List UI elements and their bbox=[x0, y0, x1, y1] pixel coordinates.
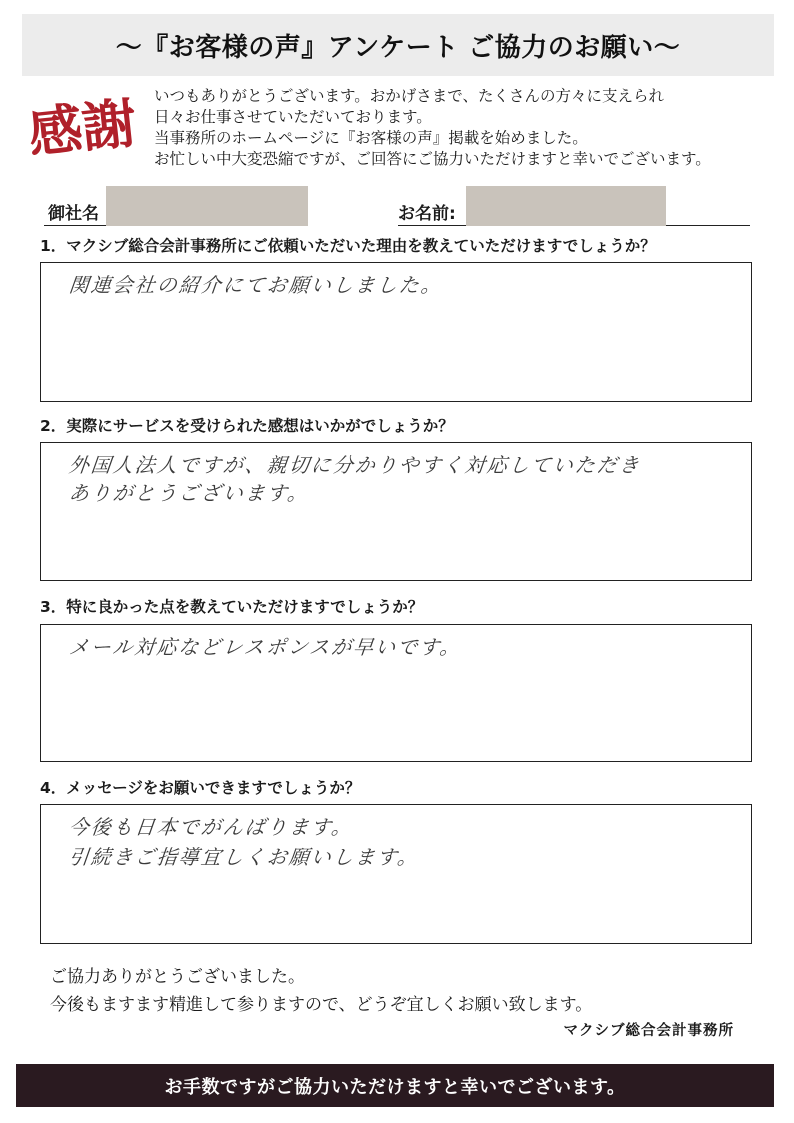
answer-2-line-2: ありがとうございます。 bbox=[67, 481, 311, 505]
question-4-label: 4．メッセージをお願いできますでしょうか？ bbox=[40, 779, 361, 797]
answer-4-line-2: 引続きご指導宜しくお願いします。 bbox=[67, 845, 421, 869]
thanks-stamp-logo bbox=[22, 85, 152, 165]
intro-line: 当事務所のホームページに『お客様の声』掲載を始めました。 bbox=[154, 129, 588, 147]
intro-line: いつもありがとうございます。おかげさまで、たくさんの方々に支えられ bbox=[154, 87, 664, 105]
question-2-label: 2．実際にサービスを受けられた感想はいかがでしょうか？ bbox=[40, 417, 454, 435]
answer-1-line-1: 関連会社の紹介にてお願いしました。 bbox=[67, 273, 445, 297]
answer-box-3[interactable] bbox=[40, 624, 752, 762]
company-signature: マクシブ総合会計事務所 bbox=[563, 1022, 734, 1039]
intro-line: お忙しい中大変恐縮ですが、ご回答にご協力いただけますと幸いでございます。 bbox=[154, 150, 711, 168]
customer-name-redaction bbox=[466, 186, 666, 226]
intro-line: 日々お仕事させていただいております。 bbox=[154, 108, 432, 126]
question-3-label: 3．特に良かった点を教えていただけますでしょうか？ bbox=[40, 598, 424, 616]
survey-title: 〜『お客様の声』アンケート ご協力のお願い〜 bbox=[22, 14, 774, 76]
thanks-brush-icon bbox=[22, 85, 152, 165]
answer-4-line-1: 今後も日本でがんばります。 bbox=[67, 815, 355, 839]
answer-box-1[interactable] bbox=[40, 262, 752, 402]
answer-box-4[interactable] bbox=[40, 804, 752, 944]
customer-name-label: お名前: bbox=[398, 204, 456, 224]
closing-message bbox=[50, 963, 592, 1019]
answer-3-line-1: メール対応などレスポンスが早いです。 bbox=[67, 635, 463, 659]
answer-2-line-1: 外国人法人ですが、親切に分かりやすく対応していただき bbox=[67, 453, 643, 477]
closing-line: 今後もますます精進して参りますので、どうぞ宜しくお願い致します。 bbox=[50, 995, 593, 1015]
intro-text bbox=[154, 86, 774, 170]
closing-line: ご協力ありがとうございました。 bbox=[50, 967, 305, 987]
svg-text:感謝: 感謝 bbox=[25, 90, 140, 165]
company-name-label: 御社名 bbox=[48, 204, 99, 224]
company-name-redaction bbox=[106, 186, 308, 226]
question-1-label: 1．マクシブ総合会計事務所にご依頼いただいた理由を教えていただけますでしょうか？ bbox=[40, 237, 656, 255]
footer-banner: お手数ですがご協力いただけますと幸いでございます。 bbox=[16, 1064, 774, 1107]
answer-box-2[interactable] bbox=[40, 442, 752, 581]
